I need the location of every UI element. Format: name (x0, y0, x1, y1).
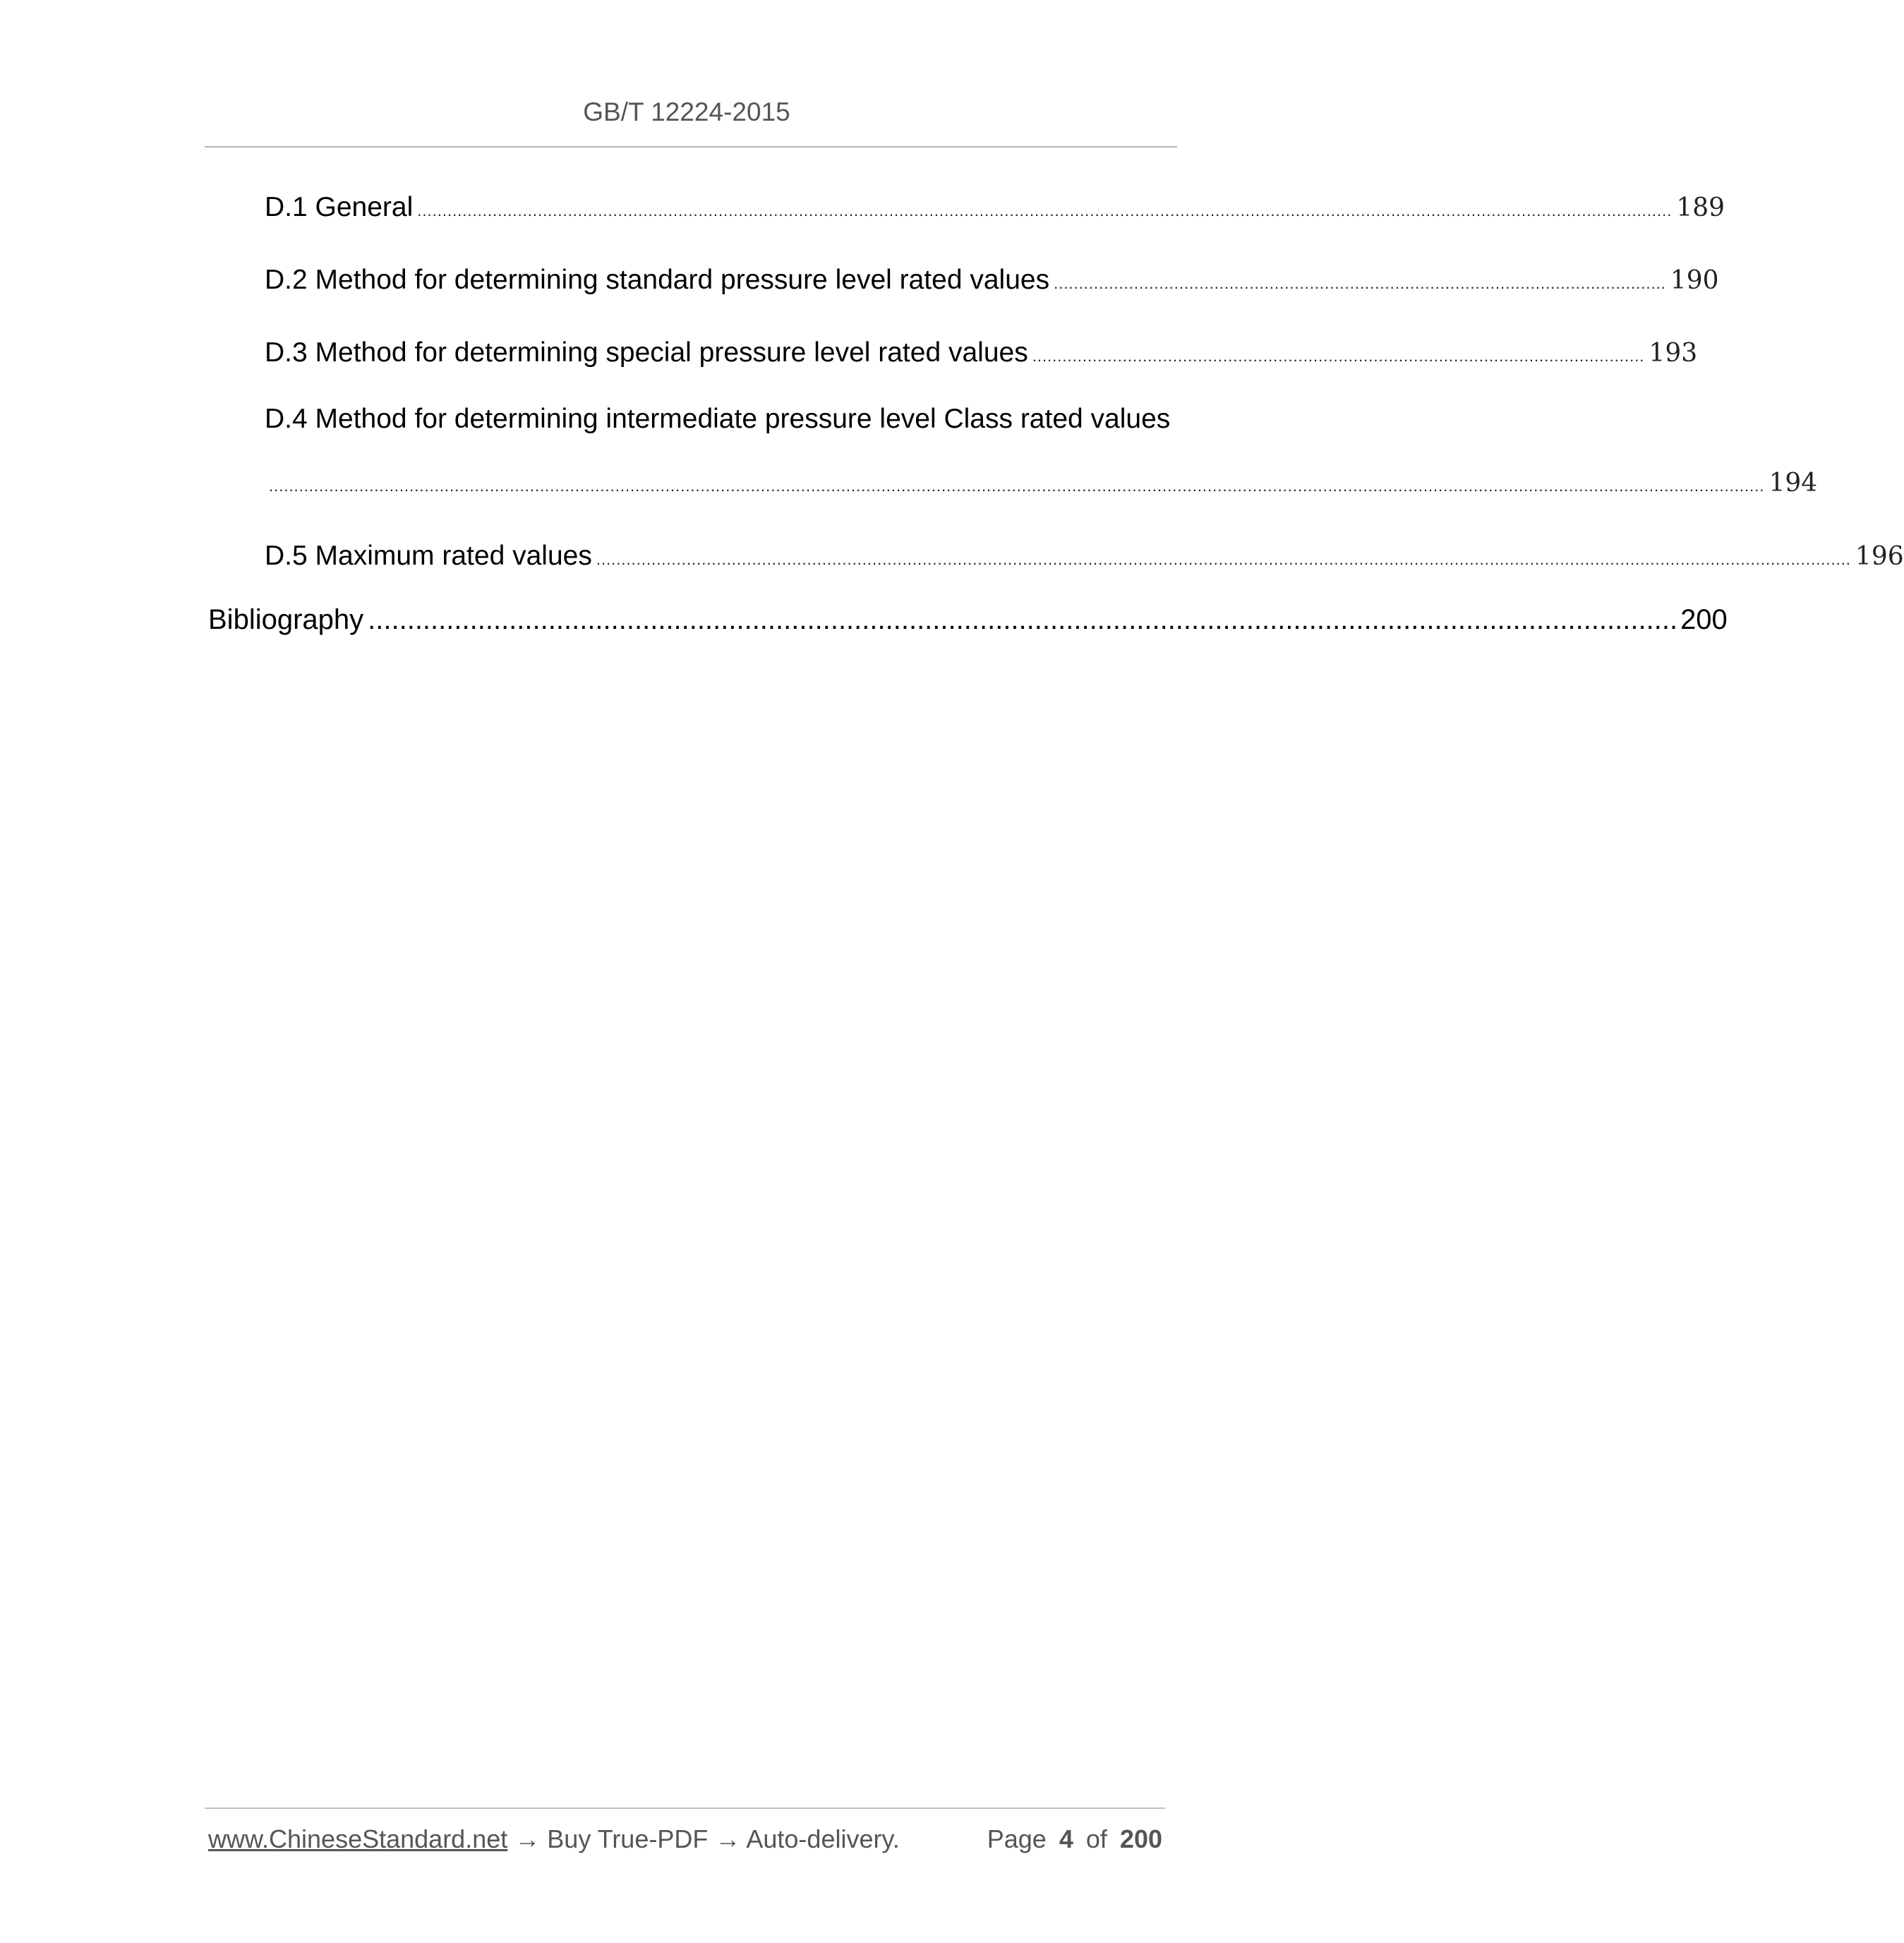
dot-leader: .......................................................................................................................... (1054, 275, 1666, 292)
auto-delivery-text: Auto-delivery. (746, 1824, 900, 1853)
toc-entry-d1[interactable] (265, 192, 1725, 223)
arrow-icon: → (715, 1824, 741, 1853)
toc-entry-page: 196 (1855, 542, 1904, 571)
toc-entry-d3[interactable] (265, 337, 1698, 368)
toc-entry-d2[interactable] (265, 265, 1719, 296)
toc-entry-d5[interactable] (265, 541, 1904, 572)
page-word: Page (987, 1824, 1047, 1853)
toc-entry-page: 190 (1670, 266, 1719, 295)
toc-entry-label: D.2 Method for determining standard pressure level rated values (265, 265, 1050, 295)
dot-leader: ....................................................................................................................................................................... (368, 604, 1678, 635)
toc-entry-d4-continuation[interactable] (269, 469, 1818, 498)
toc-entry-label: D.1 General (265, 192, 414, 222)
toc-entry-page: 194 (1769, 469, 1818, 498)
dot-leader: .......................................................................................................................................................................................................................................................... (596, 551, 1851, 568)
page-footer (208, 1824, 1165, 1854)
toc-entry-label: D.5 Maximum rated values (265, 541, 592, 571)
toc-entry-bibliography[interactable] (208, 604, 1728, 636)
footer-promo (208, 1824, 900, 1854)
dot-leader: .......................................................................................................................... (1032, 347, 1645, 365)
toc-entry-label: D.3 Method for determining special pressure level rated values (265, 337, 1028, 368)
page-header-title: GB/T 12224-2015 (583, 97, 790, 126)
toc-entry-page: 200 (1680, 604, 1728, 635)
header-divider (205, 146, 1177, 148)
arrow-icon: → (514, 1824, 541, 1853)
toc-entry-label: Bibliography (208, 604, 364, 635)
footer-divider (205, 1807, 1165, 1809)
toc-entry-page: 193 (1649, 339, 1698, 368)
toc-entry-d4-label[interactable]: D.4 Method for determining intermediate pressure level Class rated values (265, 404, 1171, 434)
page-counter (984, 1824, 1165, 1854)
current-page-number: 4 (1059, 1824, 1073, 1853)
dot-leader: .......................................................................................................................................................................................................................................................................................................... (269, 477, 1765, 495)
buy-true-pdf-text: Buy True-PDF (547, 1824, 709, 1853)
of-word: of (1085, 1824, 1107, 1853)
dot-leader: .......................................................................................................................................................................................................................................................... (417, 202, 1673, 219)
website-link[interactable]: www.ChineseStandard.net (208, 1824, 508, 1853)
toc-entry-page: 189 (1676, 193, 1725, 222)
total-pages-number: 200 (1119, 1824, 1162, 1853)
